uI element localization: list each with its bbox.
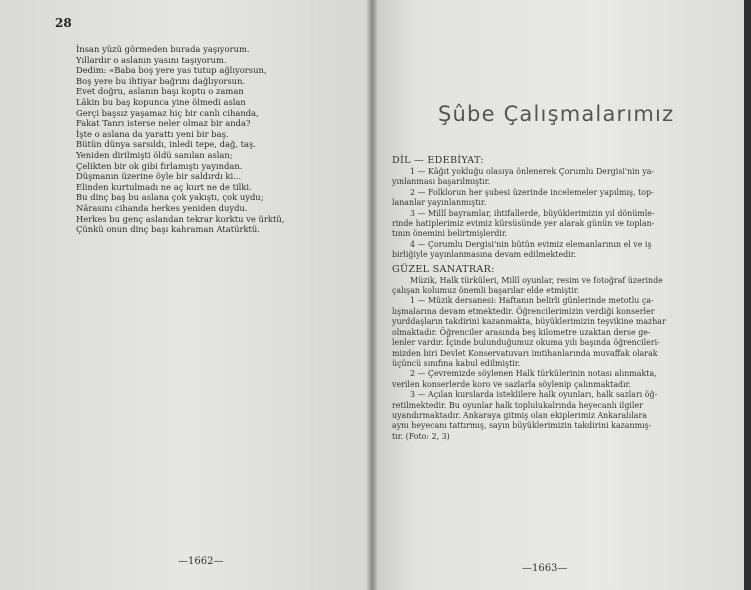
poem — [76, 44, 358, 235]
article-body — [392, 154, 732, 442]
poem-line: Nârasını cihanda herkes yeniden duydu. — [76, 202, 248, 213]
section-title-guzel-sanatlar: GÜZEL SANATRAR: — [392, 263, 495, 275]
text-line: lışmalarına devam etmektedir. Öğrencilerimizin verdiği konserler — [392, 306, 655, 316]
paragraph — [392, 240, 732, 261]
text-line: olmaktadır. Öğrenciler arasında beş kilometre uzaktan derse ge- — [392, 327, 651, 337]
poem-line: Bütün dünya sarsıldı, inledi tepe, dağ, taş. — [76, 139, 256, 150]
poem-line: Yeniden dirilmişti öldü sanılan aslan; — [76, 149, 233, 160]
page-number: 28 — [55, 16, 72, 30]
poem-line: Elinden kurtulmadı ne aç kurt ne de tilki. — [76, 181, 252, 192]
paragraph — [392, 188, 732, 209]
text-line: 3 — Açılan kurslarda isteklilere halk oyunları, halk sazları öğ- — [410, 390, 658, 400]
text-line: birliğiyle yayınlanmasına devam edilmektedir. — [392, 250, 577, 260]
text-line: 2 — Çevremizde söylenen Halk türkülerinin notası alınmakta, — [410, 369, 657, 379]
section-heading: Şûbe Çalışmalarımız — [438, 102, 675, 126]
poem-line: İnsan yüzü görmeden burada yaşıyorum. — [76, 44, 250, 54]
text-line: verilen konserlerde koro ve sazlarla söylenip çalınmaktadır. — [392, 379, 632, 389]
paragraph — [392, 167, 732, 188]
paragraph — [392, 276, 732, 297]
text-line: yınlanması başarılmıştır. — [392, 177, 491, 187]
text-line: uyandırmaktadır. Ankaraya gitmiş olan ekiplerimiz Ankaralılara — [392, 410, 647, 420]
right-page — [372, 0, 744, 590]
poem-line: Fakat Tanrı isterse neler olmaz bir anda? — [76, 118, 251, 129]
folio-right: —1663— — [522, 563, 568, 574]
text-line: 3 — Millî bayramlar, ihtifallerde, büyüklerimizin yıl dönümle- — [410, 208, 655, 218]
poem-line: Düşmanın üzerine öyle bir saldırdı ki... — [76, 171, 242, 182]
poem-line: Gerçi başsız yaşamaz hiç bir canlı cihanda, — [76, 107, 259, 118]
text-line: 2 — Folklorun her şubesi üzerinde incelemeler yapılmış, top- — [410, 187, 654, 197]
text-line: 4 — Çorumlu Dergisi'nin bütün evimiz elemanlarının el ve iş — [410, 239, 652, 249]
paragraph — [392, 390, 732, 442]
text-line: tır. (Foto: 2, 3) — [392, 431, 450, 441]
text-line: tının önemini belirtmişlerdir. — [392, 229, 508, 239]
text-line: aynı heyecanı tattırmış, sayın büyüklerimizin takdirini kazanmış- — [392, 421, 652, 431]
poem-line: Herkes bu genç aslandan tekrar korktu ve ürktü, — [76, 213, 285, 224]
text-line: çalışan kolumuz önemli başarılar elde etmiştir. — [392, 286, 580, 296]
text-line: 1 — Kâğıt yokluğu olasıya önlenerek Çorumlu Dergisi'nin ya- — [410, 167, 655, 176]
poem-line: Lâkin bu baş kopunca yine ölmedi aslan — [76, 96, 246, 107]
paragraph — [392, 296, 732, 369]
book-gutter — [366, 0, 378, 590]
poem-line: Boş yere bu ihtiyar bağrını dağlıyorsun. — [76, 75, 246, 86]
poem-line: Çünkü onun dinç başı kahraman Atatürktü. — [76, 224, 260, 235]
text-line: rinde hatiplerimiz evimiz kürsüsünde yer alarak günün ve toplan- — [392, 219, 655, 229]
left-page — [0, 0, 373, 590]
section-title-dil-edebiyat: DİL — EDEBİYAT: — [392, 155, 484, 166]
paragraph — [392, 209, 732, 240]
text-line: yurddaşların takdirini kazanmakta, büyüklerimizin teşvikine mazhar — [392, 317, 666, 327]
text-line: 1 — Müzik dersanesi: Haftanın belirli günlerinde metotlu ça- — [410, 296, 654, 306]
text-line: lenler vardır. İçinde bulunduğumuz okuma yılı başında öğrencileri- — [392, 338, 660, 348]
paragraph — [392, 369, 732, 390]
poem-line: Bu dinç baş bu aslana çok yakıştı, çok uydu; — [76, 192, 264, 203]
folio-left: —1662— — [178, 556, 224, 567]
poem-line: Yıllardır o aslanın yasını taşıyorum. — [76, 54, 227, 65]
poem-line: Çelikten bir ok gibi fırlamıştı yayından. — [76, 160, 243, 171]
text-line: retilmektedir. Bu oyunlar halk toplulukalrında heyecanlı ilgiler — [392, 400, 643, 410]
text-line: lananlar yayınlanmıştır. — [392, 198, 487, 208]
text-line: üçüncü sınıfına kabul edilmiştir. — [392, 358, 521, 368]
poem-line: İşte o aslana da yarattı yeni bir baş. — [76, 128, 229, 139]
text-line: mizden biri Devlet Konservatuvarı imtihanlarında muvaffak olarak — [392, 348, 658, 358]
poem-line: Evet doğru, aslanın başı koptu o zaman — [76, 86, 244, 97]
text-line: Müzik, Halk türküleri, Millî oyunlar, resim ve fotoğraf üzerinde — [410, 275, 663, 285]
poem-line: Dedim: «Baba boş yere yas tutup ağlıyorsun, — [76, 65, 267, 76]
